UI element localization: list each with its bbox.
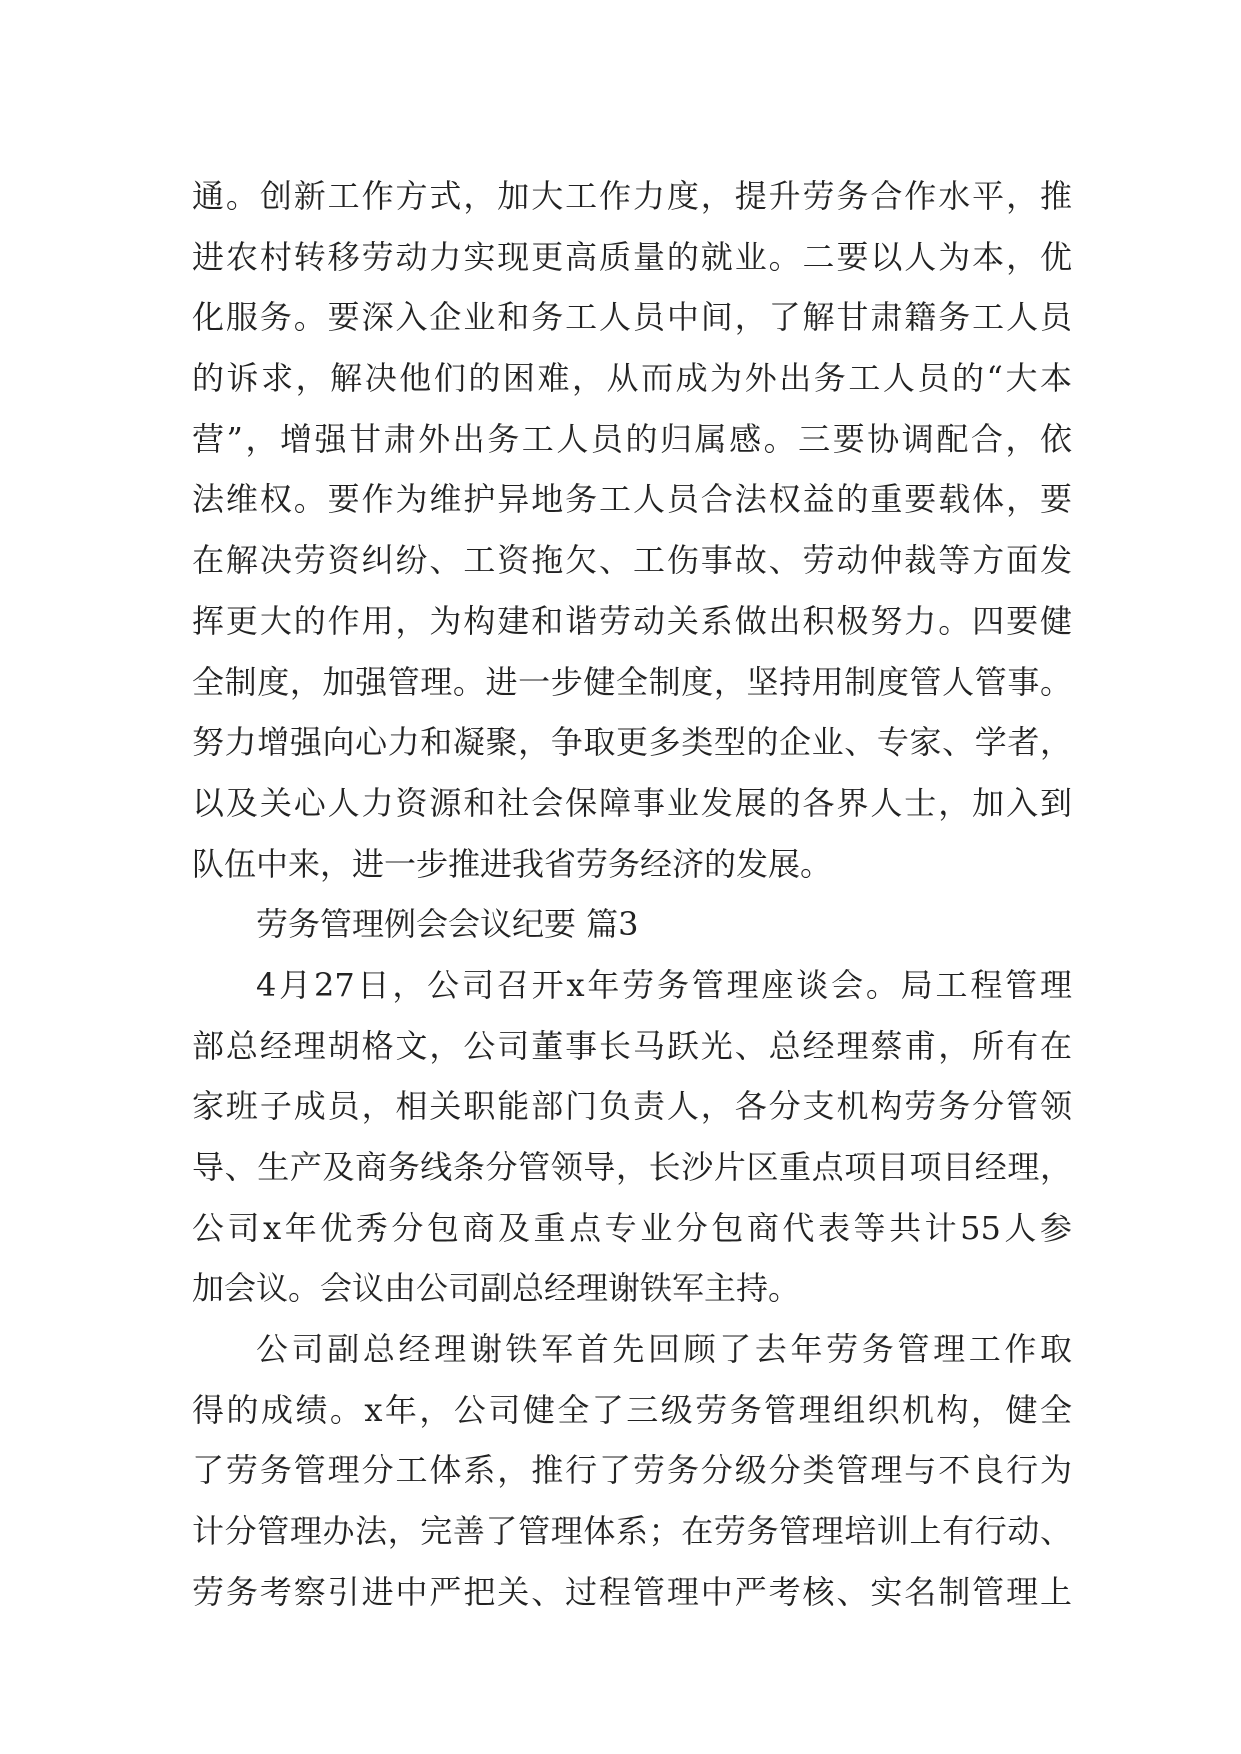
text-line: 队伍中来，进一步推进我省劳务经济的发展。 xyxy=(192,844,833,883)
text-line: 了劳务管理分工体系，推行了劳务分级分类管理与不良行为 xyxy=(192,1451,1072,1490)
text-line: 导、生产及商务线条分管领导，长沙片区重点项目项目经理， xyxy=(192,1148,1072,1186)
text-line: 的诉求，解决他们的困难，从而成为外出务工人员的“大本 xyxy=(192,359,1072,398)
text-line: 挥更大的作用，为构建和谐劳动关系做出积极努力。四要健 xyxy=(192,601,1072,640)
text-line: 部总经理胡格文，公司董事长马跃光、总经理蔡甫，所有在 xyxy=(192,1026,1072,1065)
text-line: 全制度，加强管理。进一步健全制度，坚持用制度管人管事。 xyxy=(192,662,1072,701)
text-line: 营”，增强甘肃外出务工人员的归属感。三要协调配合，依 xyxy=(192,419,1072,458)
text-line: 得的成绩。x年，公司健全了三级劳务管理组织机构，健全 xyxy=(192,1390,1072,1429)
text-line: 加会议。会议由公司副总经理谢铁军主持。 xyxy=(192,1269,801,1308)
text-line: 劳务考察引进中严把关、过程管理中严考核、实名制管理上 xyxy=(192,1572,1072,1611)
text-line: 在解决劳资纠纷、工资拖欠、工伤事故、劳动仲裁等方面发 xyxy=(192,541,1072,580)
section-heading: 劳务管理例会会议纪要 篇3 xyxy=(256,905,639,944)
text-line: 法维权。要作为维护异地务工人员合法权益的重要载体，要 xyxy=(192,480,1072,519)
text-line: 4月27日，公司召开x年劳务管理座谈会。局工程管理 xyxy=(256,965,1072,1004)
text-line: 以及关心人力资源和社会保障事业发展的各界人士，加入到 xyxy=(192,783,1072,822)
text-line: 公司x年优秀分包商及重点专业分包商代表等共计55人参 xyxy=(192,1208,1072,1247)
paragraph-2 xyxy=(192,955,1072,1319)
text-line: 努力增强向心力和凝聚，争取更多类型的企业、专家、学者， xyxy=(192,723,1072,762)
document-body xyxy=(192,166,1072,1623)
text-line: 公司副总经理谢铁军首先回顾了去年劳务管理工作取 xyxy=(256,1330,1072,1369)
text-line: 通。创新工作方式，加大工作力度，提升劳务合作水平，推 xyxy=(192,177,1072,215)
paragraph-3 xyxy=(192,1319,1072,1622)
text-line: 家班子成员，相关职能部门负责人，各分支机构劳务分管领 xyxy=(192,1087,1072,1126)
text-line: 计分管理办法，完善了管理体系；在劳务管理培训上有行动、 xyxy=(192,1512,1072,1551)
paragraph-1 xyxy=(192,166,1072,894)
text-line: 进农村转移劳动力实现更高质量的就业。二要以人为本，优 xyxy=(192,237,1072,276)
text-line: 化服务。要深入企业和务工人员中间，了解甘肃籍务工人员 xyxy=(192,298,1072,337)
